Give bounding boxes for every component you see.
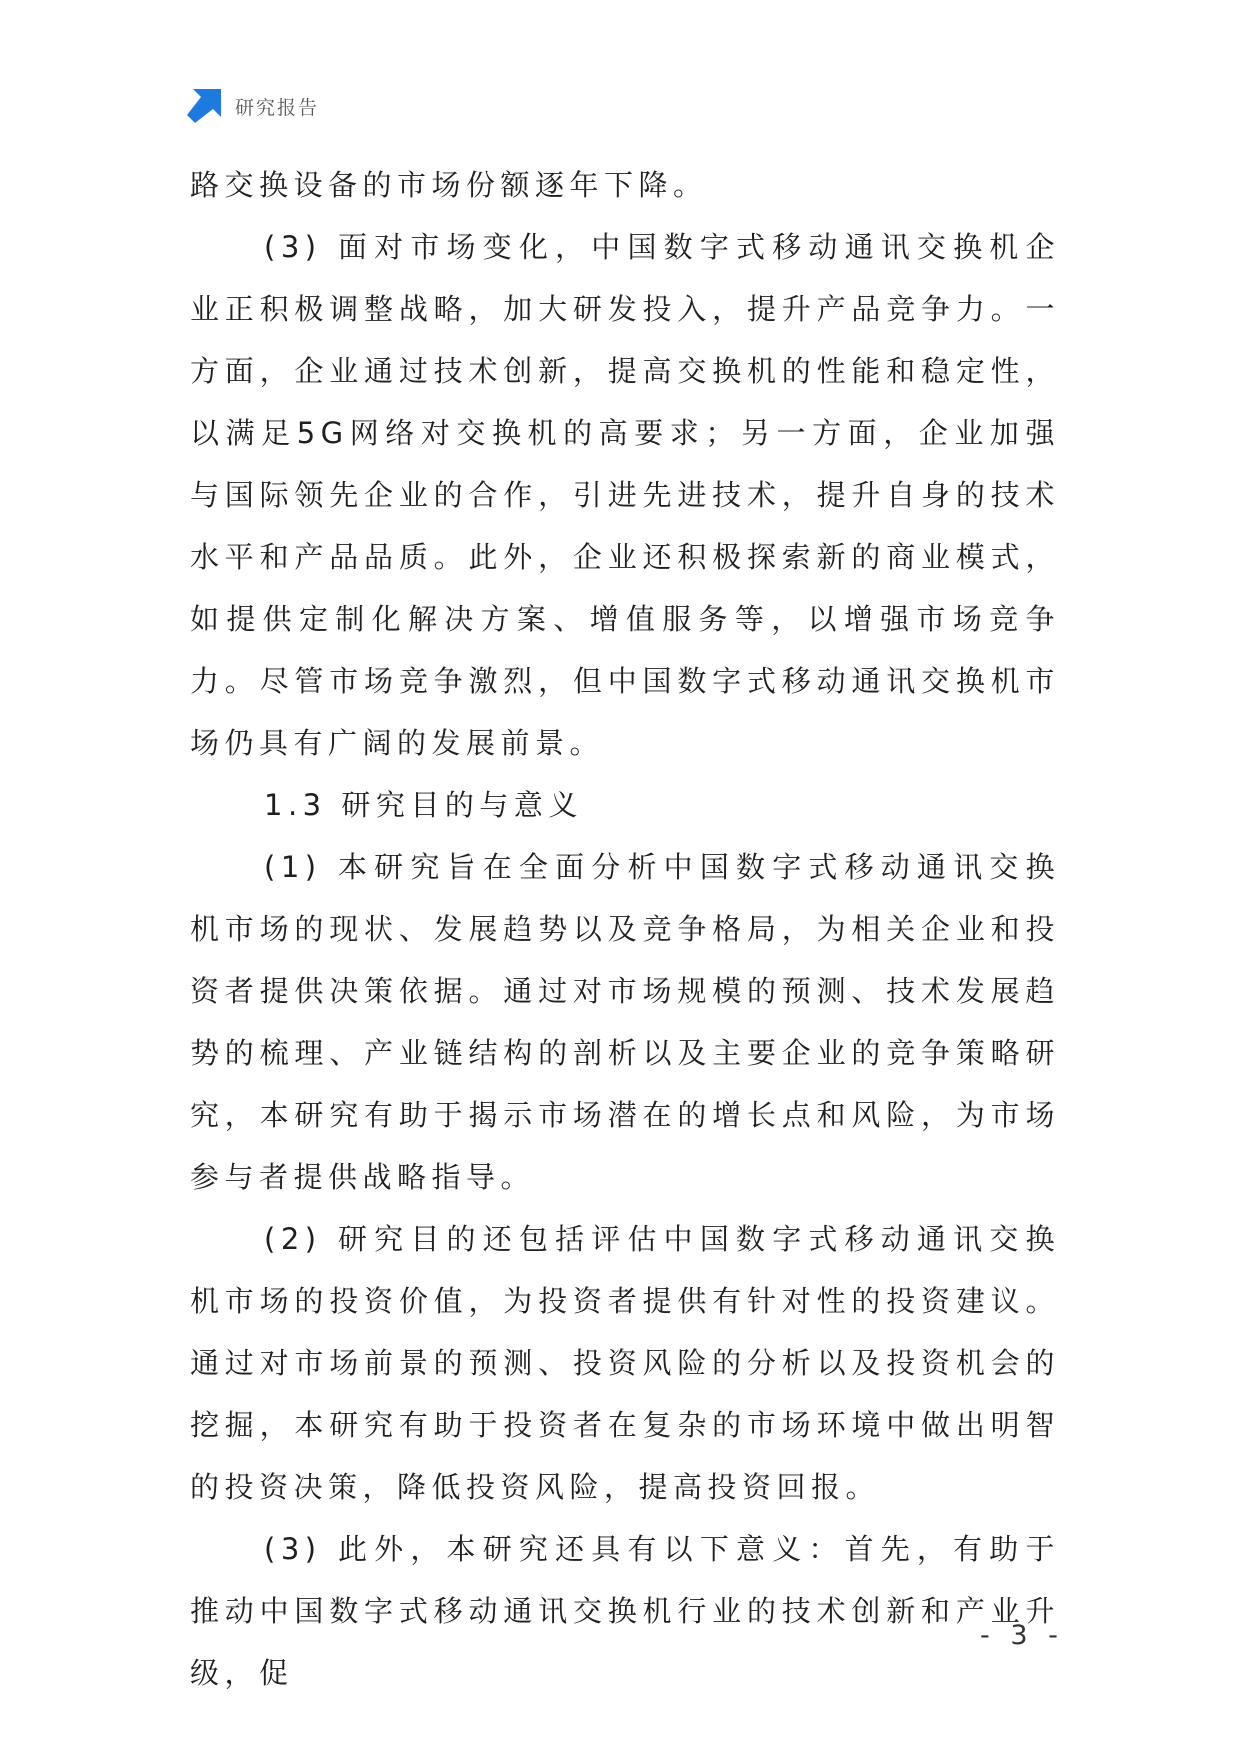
paragraph-research-purpose-2: (2) 研究目的还包括评估中国数字式移动通讯交换机市场的投资价值，为投资者提供有针对性的投资建议。通过对市场前景的预测、投资风险的分析以及投资机会的挖掘，本研究有助于投资者在复杂的市场环境中做出明智的投资决策，降低投资风险，提高投资回报。 (190, 1222, 1060, 1504)
document-body (190, 154, 1060, 1704)
section-heading: 1.3 研究目的与意义 (264, 788, 583, 822)
paragraph-market-strategy: (3) 面对市场变化，中国数字式移动通讯交换机企业正积极调整战略，加大研发投入，提升产品竞争力。一方面，企业通过技术创新，提高交换机的性能和稳定性，以满足5G网络对交换机的高要求；另一方面，企业加强与国际领先企业的合作，引进先进技术，提升自身的技术水平和产品品质。此外，企业还积极探索新的商业模式，如提供定制化解决方案、增值服务等，以增强市场竞争力。尽管市场竞争激烈，但中国数字式移动通讯交换机市场仍具有广阔的发展前景。 (190, 230, 1060, 760)
page-header (187, 88, 319, 124)
header-title: 研究报告 (235, 96, 320, 119)
paragraph-research-significance: (3) 此外，本研究还具有以下意义：首先，有助于推动中国数字式移动通讯交换机行业的技术创新和产业升级，促 (190, 1532, 1060, 1690)
paragraph-research-purpose-1: (1) 本研究旨在全面分析中国数字式移动通讯交换机市场的现状、发展趋势以及竞争格局，为相关企业和投资者提供决策依据。通过对市场规模的预测、技术发展趋势的梳理、产业链结构的剖析以及主要企业的竞争策略研究，本研究有助于揭示市场潜在的增长点和风险，为市场参与者提供战略指导。 (190, 850, 1060, 1194)
arrow-up-right-icon (187, 89, 221, 123)
page-number: - 3 - (980, 1620, 1064, 1651)
paragraph-continuation: 路交换设备的市场份额逐年下降。 (190, 168, 708, 202)
